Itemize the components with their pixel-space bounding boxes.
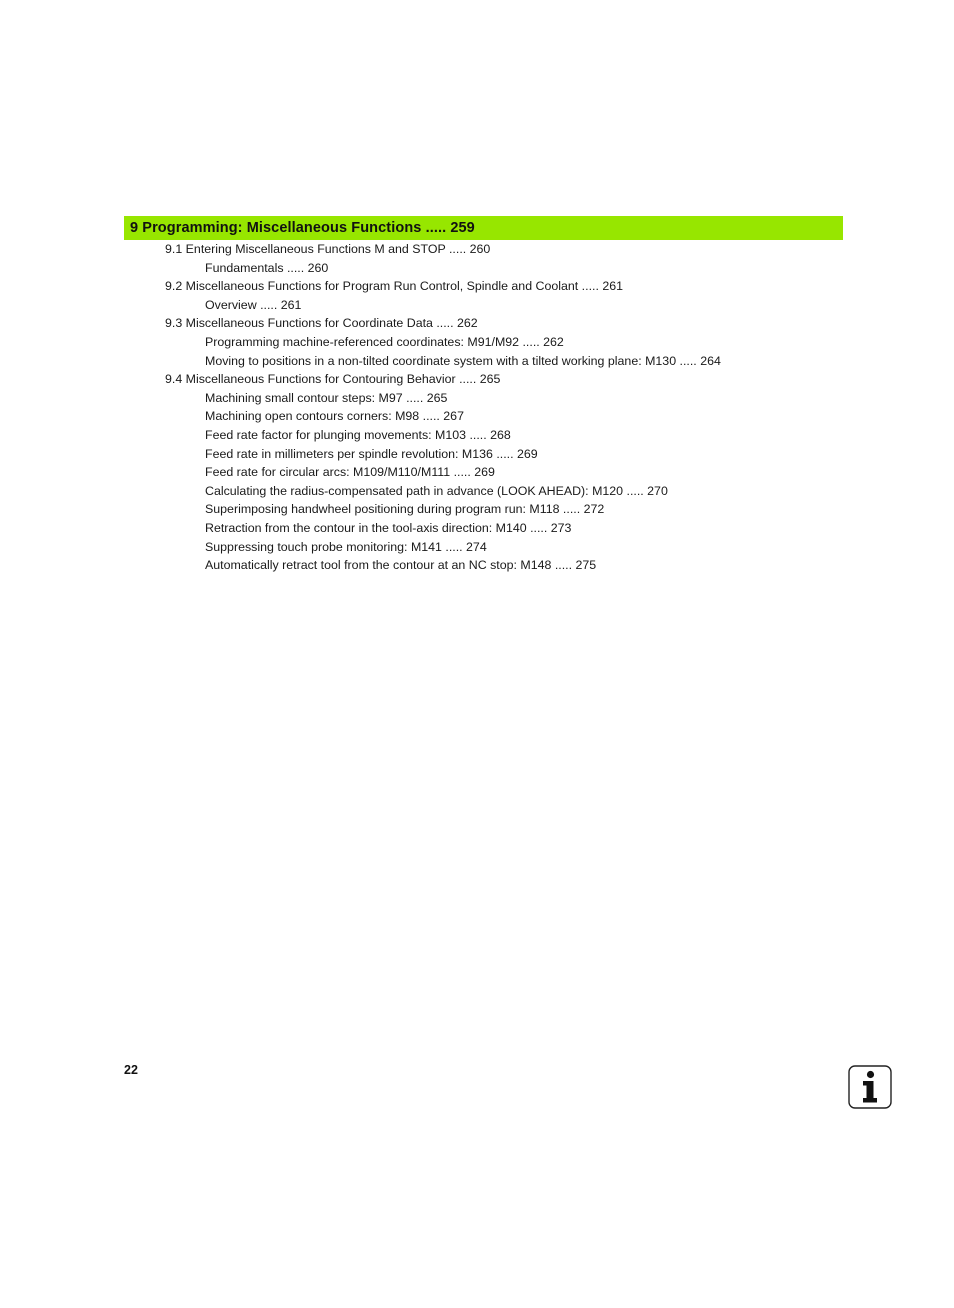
chapter-title[interactable]: 9 Programming: Miscellaneous Functions ..... 259	[130, 220, 475, 236]
toc-entry[interactable]: Moving to positions in a non-tilted coordinate system with a tilted working plane: M130 ..... 264	[205, 353, 721, 368]
toc-entry[interactable]: Calculating the radius-compensated path in advance (LOOK AHEAD): M120 ..... 270	[205, 483, 668, 498]
toc-entry[interactable]: Machining small contour steps: M97 ..... 265	[205, 390, 448, 405]
toc-section-9-1[interactable]: 9.1 Entering Miscellaneous Functions M and STOP ..... 260	[165, 242, 491, 256]
toc-entry[interactable]: Feed rate for circular arcs: M109/M110/M111 ..... 269	[205, 465, 495, 480]
toc-section-9-4[interactable]: 9.4 Miscellaneous Functions for Contouring Behavior ..... 265	[165, 372, 501, 387]
toc-entry[interactable]: Overview ..... 261	[205, 297, 302, 312]
toc-entry[interactable]: Automatically retract tool from the contour at an NC stop: M148 ..... 275	[205, 558, 597, 573]
page-number: 22	[124, 1063, 138, 1077]
toc-entry[interactable]: Retraction from the contour in the tool-axis direction: M140 ..... 273	[205, 521, 572, 535]
toc-entry[interactable]: Fundamentals ..... 260	[205, 260, 329, 275]
chapter-heading-bar	[124, 216, 843, 240]
toc-section-9-3[interactable]: 9.3 Miscellaneous Functions for Coordinate Data ..... 262	[165, 316, 478, 331]
toc-entry[interactable]: Programming machine-referenced coordinates: M91/M92 ..... 262	[205, 335, 564, 349]
toc-entry[interactable]: Feed rate factor for plunging movements: M103 ..... 268	[205, 428, 511, 442]
toc-entry[interactable]: Superimposing handwheel positioning during program run: M118 ..... 272	[205, 502, 605, 517]
info-icon[interactable]	[848, 1065, 892, 1109]
info-icon-graphic	[848, 1065, 892, 1109]
toc-section-9-2[interactable]: 9.2 Miscellaneous Functions for Program Run Control, Spindle and Coolant ..... 261	[165, 279, 624, 294]
toc-entry[interactable]: Suppressing touch probe monitoring: M141 ..... 274	[205, 539, 487, 554]
toc-entry[interactable]: Feed rate in millimeters per spindle revolution: M136 ..... 269	[205, 446, 538, 461]
toc-entry[interactable]: Machining open contours corners: M98 ..... 267	[205, 409, 464, 424]
